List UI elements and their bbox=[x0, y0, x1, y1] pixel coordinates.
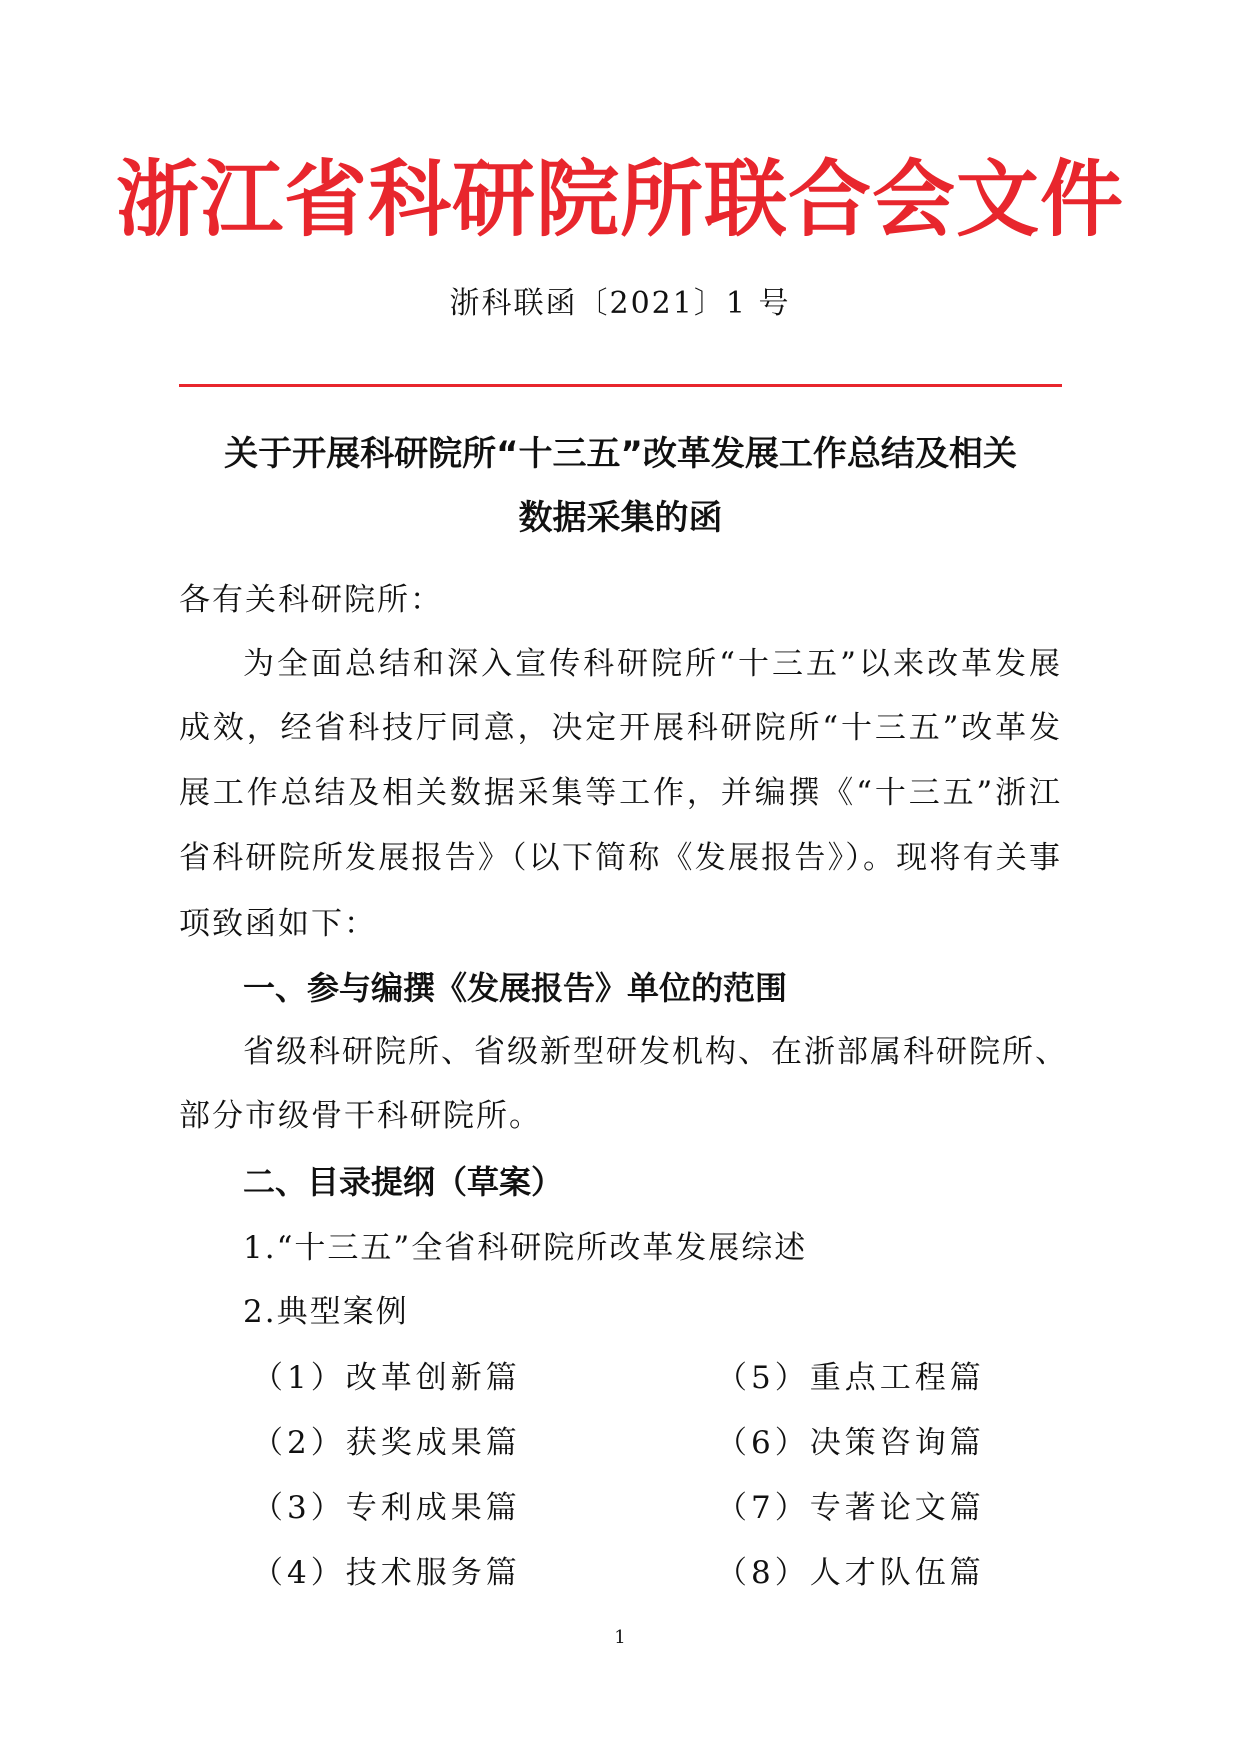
red-divider-line bbox=[179, 384, 1062, 387]
outline-item-1: 1.“十三五”全省科研院所改革发展综述 bbox=[243, 1230, 808, 1266]
section-1-line-1: 省级科研院所、省级新型研发机构、在浙部属科研院所、 bbox=[243, 1034, 1068, 1070]
case-item-1: （1）改革创新篇 bbox=[252, 1360, 521, 1396]
section-2-heading: 二、目录提纲（草案） bbox=[243, 1163, 564, 1201]
letter-title-line-2: 数据采集的函 bbox=[518, 498, 723, 538]
case-item-7: （7）专著论文篇 bbox=[716, 1490, 985, 1526]
outline-item-2: 2.典型案例 bbox=[243, 1294, 409, 1330]
case-item-2: （2）获奖成果篇 bbox=[252, 1425, 521, 1461]
section-1-line-2: 部分市级骨干科研院所。 bbox=[179, 1098, 542, 1134]
document-number: 浙科联函〔2021〕1 号 bbox=[449, 286, 791, 321]
intro-line-1: 为全面总结和深入宣传科研院所“十三五”以来改革发展 bbox=[243, 646, 1062, 682]
masthead-title: 浙江省科研院所联合会文件 bbox=[116, 151, 1124, 248]
section-1-heading: 一、参与编撰《发展报告》单位的范围 bbox=[243, 969, 788, 1007]
case-item-4: （4）技术服务篇 bbox=[252, 1555, 521, 1591]
intro-line-3: 展工作总结及相关数据采集等工作，并编撰《“十三五”浙江 bbox=[179, 775, 1062, 811]
intro-line-5: 项致函如下： bbox=[179, 906, 377, 942]
letter-title-line-1: 关于开展科研院所“十三五”改革发展工作总结及相关 bbox=[224, 434, 1017, 474]
case-item-5: （5）重点工程篇 bbox=[716, 1360, 985, 1396]
salutation: 各有关科研院所： bbox=[179, 582, 443, 618]
page-number: 1 bbox=[614, 1627, 626, 1648]
case-item-3: （3）专利成果篇 bbox=[252, 1490, 521, 1526]
intro-line-2: 成效，经省科技厅同意，决定开展科研院所“十三五”改革发 bbox=[179, 710, 1062, 746]
case-item-8: （8）人才队伍篇 bbox=[716, 1555, 985, 1591]
case-item-6: （6）决策咨询篇 bbox=[716, 1425, 985, 1461]
intro-line-4: 省科研院所发展报告》（以下简称《发展报告》）。现将有关事 bbox=[179, 840, 1062, 876]
